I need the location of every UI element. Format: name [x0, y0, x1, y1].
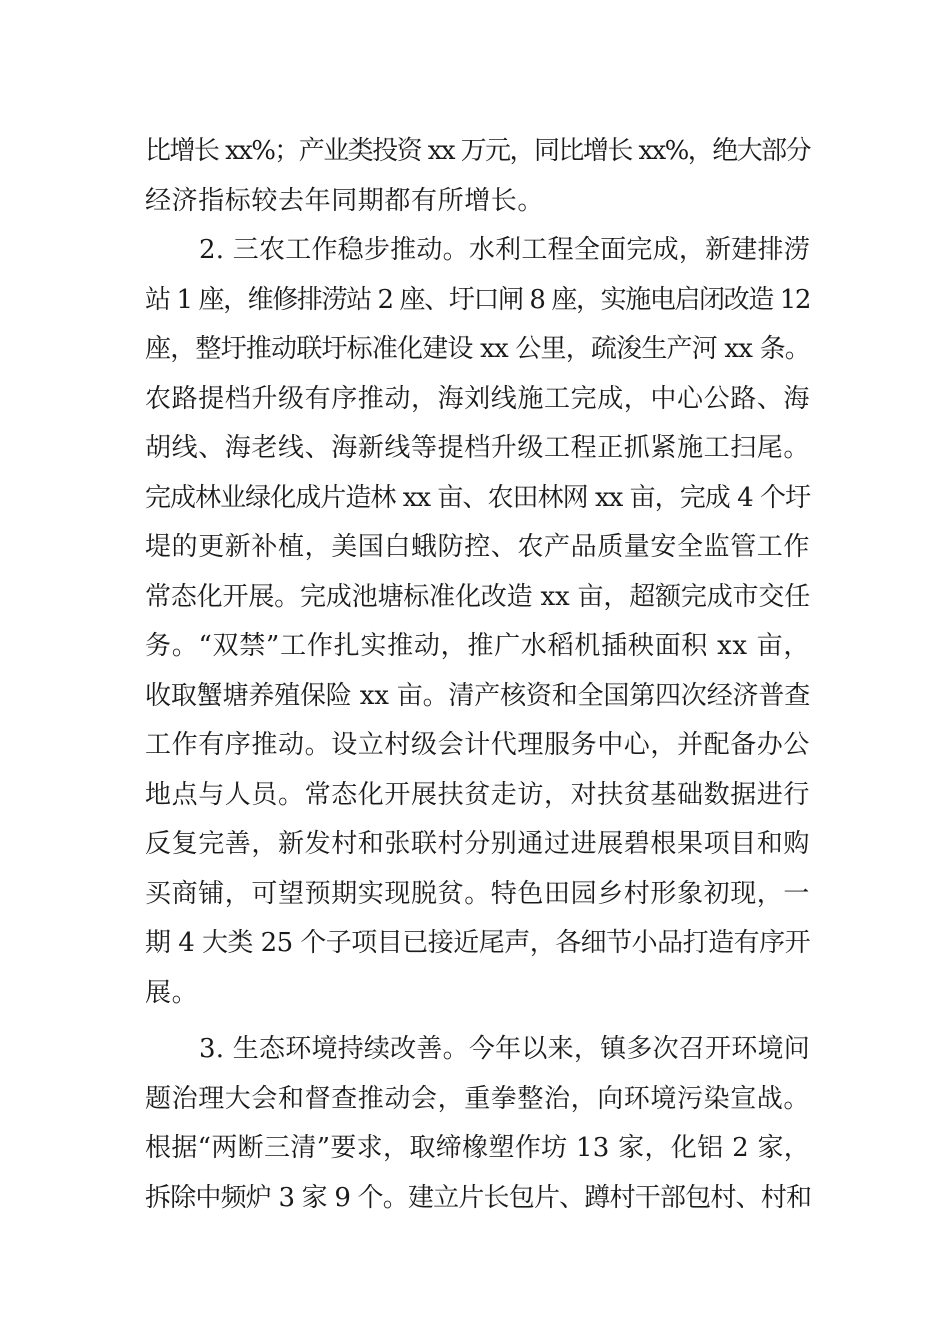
text-line: 展。 — [145, 977, 199, 1008]
text-line: 拆除中频炉 3 家 9 个。建立片长包片、蹲村干部包村、村和 — [145, 1182, 812, 1213]
text-line: 地点与人员。常态化开展扶贫走访，对扶贫基础数据进行 — [145, 779, 811, 810]
text-line: 工作有序推动。设立村级会计代理服务中心，并配备办公 — [145, 730, 811, 760]
text-line: 反复完善，新发村和张联村分别通过进展碧根果项目和购 — [145, 829, 811, 859]
text-line: 堤的更新补植，美国白蛾防控、农产品质量安全监管工作 — [145, 532, 811, 562]
text-line: 期 4 大类 25 个子项目已接近尾声，各细节小品打造有序开 — [145, 928, 810, 958]
text-line: 买商铺，可望预期实现脱贫。特色田园乡村形象初现，一 — [145, 878, 811, 909]
text-line: 题治理大会和督查推动会，重拳整治，向环境污染宣战。 — [145, 1083, 811, 1114]
text-line: 根据“两断三清”要求，取缔橡塑作坊 13 家，化铝 2 家， — [145, 1133, 810, 1163]
text-line: 胡线、海老线、海新线等提档升级工程正抓紧施工扫尾。 — [145, 433, 811, 463]
body-text — [145, 127, 810, 1223]
text-line: 完成林业绿化成片造林 xx 亩、农田林网 xx 亩，完成 4 个圩 — [145, 482, 810, 513]
text-line: 经济指标较去年同期都有所增长。 — [145, 185, 545, 216]
text-line: 农路提档升级有序推动，海刘线施工完成，中心公路、海 — [145, 383, 811, 414]
text-line: 站 1 座，维修排涝站 2 座、圩口闸 8 座，实施电启闭改造 12 — [145, 284, 810, 315]
text-line: 2. 三农工作稳步推动。水利工程全面完成，新建排涝 — [199, 235, 810, 265]
text-line: 常态化开展。完成池塘标准化改造 xx 亩，超额完成市交任 — [145, 581, 810, 612]
text-line: 比增长 xx%；产业类投资 xx 万元，同比增长 xx%，绝大部分 — [145, 136, 810, 166]
text-line: 收取蟹塘养殖保险 xx 亩。清产核资和全国第四次经济普查 — [145, 680, 810, 711]
text-line: 务。“双禁”工作扎实推动，推广水稻机插秧面积 xx 亩， — [145, 631, 810, 661]
text-line: 座，整圩推动联圩标准化建设 xx 公里，疏浚生产河 xx 条。 — [145, 334, 810, 364]
text-line: 3. 生态环境持续改善。今年以来，镇多次召开环境问 — [199, 1034, 810, 1064]
paragraph-gap — [145, 1018, 810, 1025]
